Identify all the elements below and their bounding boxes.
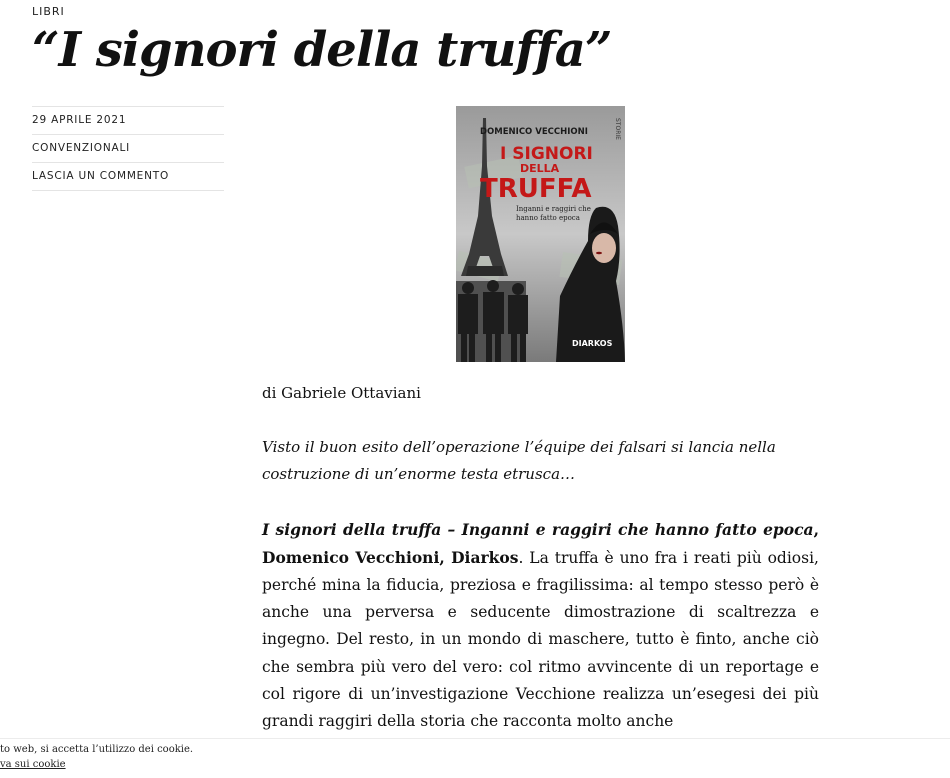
cover-title-line2: DELLA [520, 162, 560, 175]
post-date-link[interactable]: 29 APRILE 2021 [32, 114, 127, 126]
cover-publisher: DIARKOS [572, 339, 613, 348]
post-meta [32, 106, 224, 191]
leave-comment-link[interactable]: LASCIA UN COMMENTO [32, 170, 170, 182]
review-text: . La truffa è uno fra i reati più odiosi, perché mina la fiducia, preziosa e fragilissima: al tempo stesso però è anche una perversa e seducente dimostrazione di scaltrezza e ingegno. Del resto, in un mondo di maschere, tutto è finto, anche ciò che sembra più vero del vero: col ritmo avvincente di un reportage e col rigore di un’investigazione Vecchione realizza un’esegesi dei più grandi raggiri della storia che racconta molto anche [262, 548, 819, 731]
post-comment-row [32, 162, 224, 191]
post-tag-link[interactable]: CONVENZIONALI [32, 142, 131, 154]
cookie-policy-link[interactable]: va sui cookie [0, 759, 66, 770]
review-book-title: I signori della truffa – Inganni e raggiri che hanno fatto epoca [262, 519, 814, 539]
cookie-notice-text: to web, si accetta l’utilizzo dei cookie. [0, 744, 194, 755]
review-paragraph [262, 516, 819, 736]
cover-series: STORIE [614, 118, 621, 140]
cover-author: DOMENICO VECCHIONI [480, 127, 588, 137]
cover-title-line3: TRUFFA [480, 174, 592, 204]
category-link[interactable]: LIBRI [32, 5, 65, 18]
book-cover-image [456, 106, 625, 362]
post-content [262, 380, 819, 735]
byline: di Gabriele Ottaviani [262, 384, 421, 402]
post-date-row [32, 106, 224, 134]
cover-title-line1: I SIGNORI [500, 144, 593, 164]
intro-quote: Visto il buon esito dell’operazione l’équipe dei falsari si lancia nella costruzione di un’enorme testa etrusca… [262, 438, 776, 484]
post-tag-row [32, 134, 224, 162]
cover-subtitle: Inganni e raggiri che hanno fatto epoca [516, 205, 591, 222]
cookie-notice-bar [0, 738, 950, 778]
post-title: “I signori della truffa” [32, 22, 612, 78]
review-author-publisher: , Domenico Vecchioni, Diarkos [262, 519, 819, 567]
